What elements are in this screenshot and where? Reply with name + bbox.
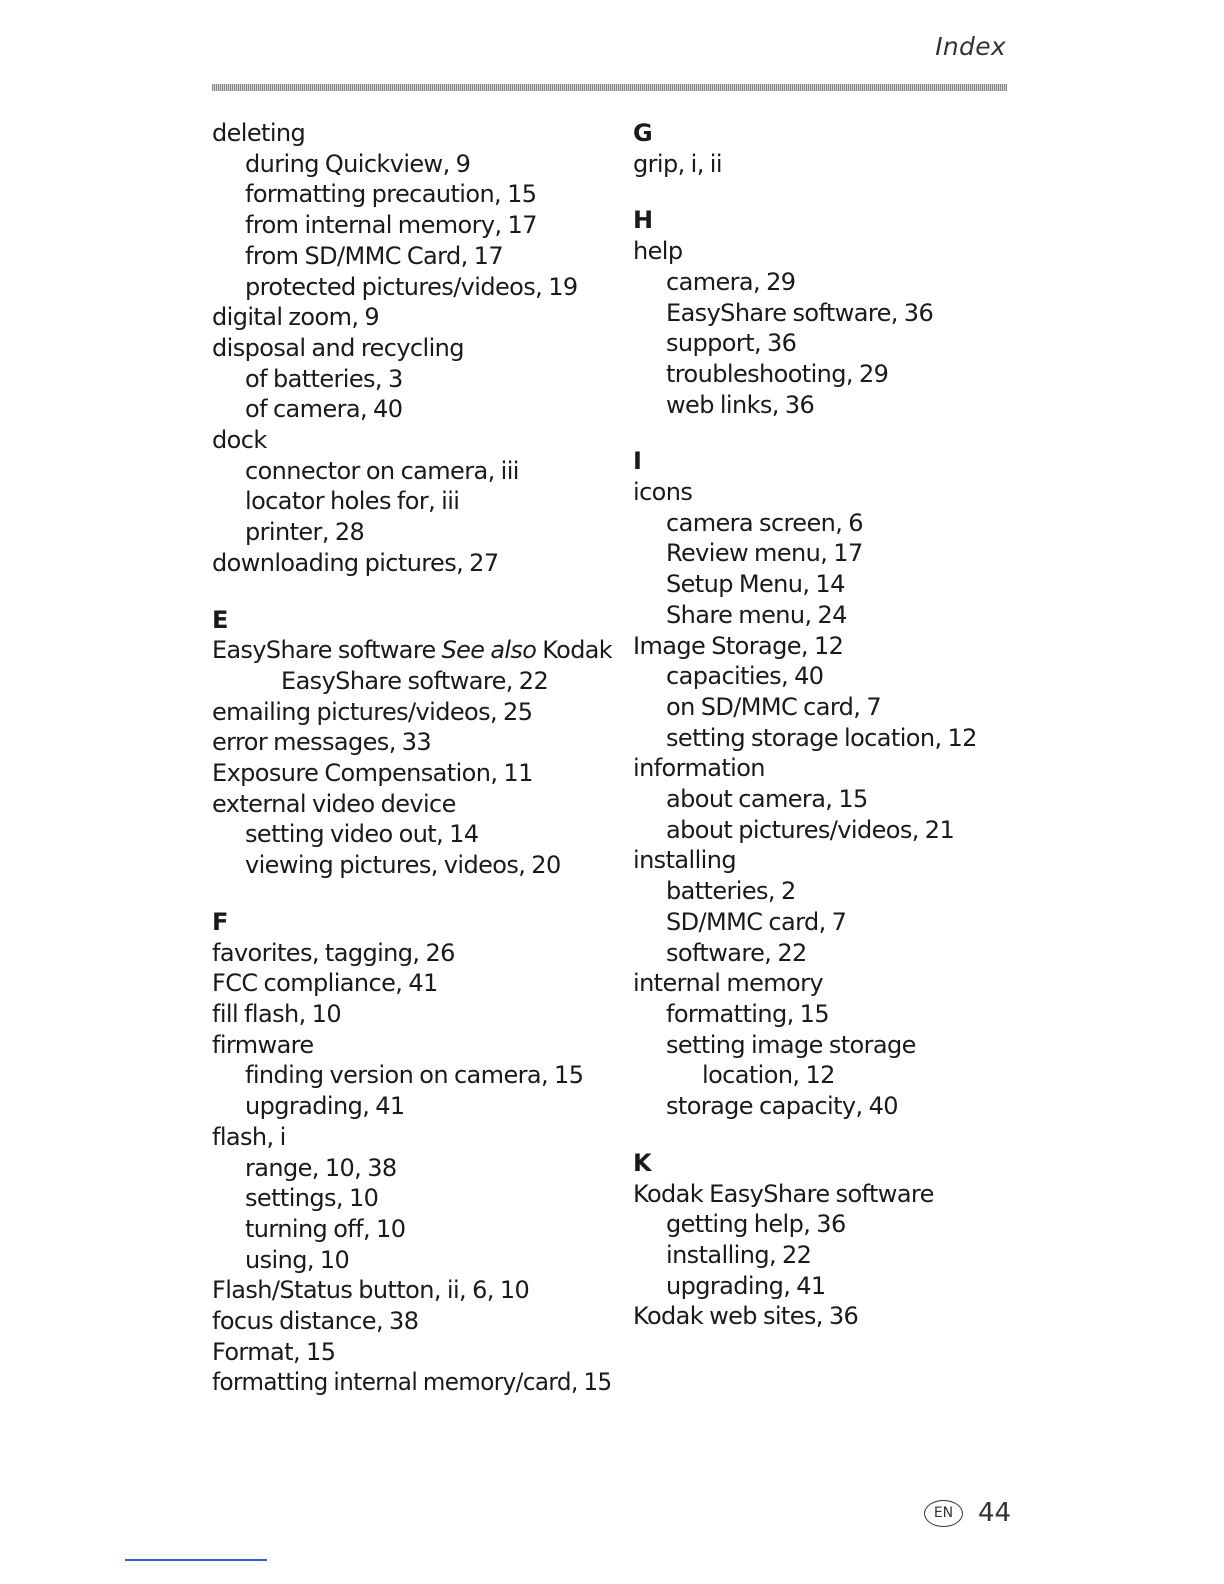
index-entry: flash, i <box>212 1122 286 1151</box>
index-subentry: camera, 29 <box>666 267 796 296</box>
index-entry: Kodak web sites, 36 <box>633 1302 859 1331</box>
index-entry: digital zoom, 9 <box>212 303 380 332</box>
page-number: 44 <box>978 1498 1012 1528</box>
index-subentry: turning off, 10 <box>245 1214 406 1243</box>
header-rule <box>212 84 1007 91</box>
index-entry-text: Kodak <box>536 636 613 665</box>
index-entry: information <box>633 754 765 783</box>
index-entry: downloading pictures, 27 <box>212 548 499 577</box>
index-section-letter: H <box>633 206 654 235</box>
index-subentry: of camera, 40 <box>245 395 403 424</box>
index-entry: internal memory <box>633 969 823 998</box>
index-subentry: batteries, 2 <box>666 877 796 906</box>
index-subentry: formatting, 15 <box>666 999 829 1028</box>
index-entry: Image Storage, 12 <box>633 631 844 660</box>
index-entry: emailing pictures/videos, 25 <box>212 697 533 726</box>
index-subentry: location, 12 <box>702 1061 835 1090</box>
index-subentry: on SD/MMC card, 7 <box>666 692 882 721</box>
index-subentry: SD/MMC card, 7 <box>666 907 847 936</box>
index-subentry: support, 36 <box>666 329 797 358</box>
section-spacer <box>633 420 1033 446</box>
index-subentry: locator holes for, iii <box>245 487 460 516</box>
index-subentry: range, 10, 38 <box>245 1153 397 1182</box>
index-subentry: EasyShare software, 22 <box>281 666 549 695</box>
index-subentry: from SD/MMC Card, 17 <box>245 241 504 270</box>
index-subentry: web links, 36 <box>666 390 815 419</box>
index-subentry: storage capacity, 40 <box>666 1092 898 1121</box>
index-section-letter: F <box>212 907 229 936</box>
index-section-letter: K <box>633 1148 652 1177</box>
index-subentry: about pictures/videos, 21 <box>666 815 955 844</box>
index-section-letter: I <box>633 447 642 476</box>
index-entry: disposal and recycling <box>212 333 464 362</box>
index-entry <box>212 635 613 666</box>
index-entry: firmware <box>212 1030 314 1059</box>
index-subentry: upgrading, 41 <box>666 1271 826 1300</box>
index-subentry: formatting precaution, 15 <box>245 180 537 209</box>
index-subentry: protected pictures/videos, 19 <box>245 272 578 301</box>
index-entry: error messages, 33 <box>212 728 432 757</box>
page-footer <box>924 1496 1011 1530</box>
index-subentry: settings, 10 <box>245 1184 379 1213</box>
index-subentry: software, 22 <box>666 938 807 967</box>
index-subentry: during Quickview, 9 <box>245 149 471 178</box>
index-entry: Exposure Compensation, 11 <box>212 759 533 788</box>
index-entry: Kodak EasyShare software <box>633 1179 934 1208</box>
index-entry: grip, i, ii <box>633 149 722 178</box>
index-subentry: upgrading, 41 <box>245 1092 405 1121</box>
index-entry-text: EasyShare software <box>212 636 442 665</box>
index-entry: help <box>633 237 683 266</box>
index-section-letter: G <box>633 119 653 147</box>
index-subentry: EasyShare software, 36 <box>666 298 934 327</box>
index-subentry: about camera, 15 <box>666 785 868 814</box>
index-subentry: capacities, 40 <box>666 662 824 691</box>
language-badge-icon: EN <box>924 1500 963 1527</box>
running-header-title: Index <box>935 32 1006 61</box>
section-spacer <box>633 1122 1033 1148</box>
index-subentry: camera screen, 6 <box>666 508 863 537</box>
section-spacer <box>633 179 1033 205</box>
index-column-left <box>212 118 612 1398</box>
index-entry: formatting internal memory/card, 15 <box>212 1368 612 1397</box>
index-subentry: setting storage location, 12 <box>666 723 977 752</box>
index-subentry: Setup Menu, 14 <box>666 570 845 599</box>
index-subentry: getting help, 36 <box>666 1210 846 1239</box>
index-subentry: from internal memory, 17 <box>245 211 537 240</box>
index-entry: Format, 15 <box>212 1337 336 1366</box>
index-entry: FCC compliance, 41 <box>212 969 438 998</box>
index-entry: icons <box>633 478 693 507</box>
section-spacer <box>212 881 612 907</box>
bottom-edge-line <box>125 1559 267 1561</box>
index-entry: deleting <box>212 119 306 147</box>
index-subentry: setting video out, 14 <box>245 820 479 849</box>
see-also-reference: See also <box>441 636 537 665</box>
index-entry: favorites, tagging, 26 <box>212 938 455 967</box>
index-entry: focus distance, 38 <box>212 1307 419 1336</box>
index-entry: fill flash, 10 <box>212 999 342 1028</box>
index-subentry: setting image storage <box>666 1030 916 1059</box>
index-subentry: viewing pictures, videos, 20 <box>245 851 561 880</box>
index-subentry: printer, 28 <box>245 518 365 547</box>
index-entry: Flash/Status button, ii, 6, 10 <box>212 1276 530 1305</box>
index-entry: installing <box>633 846 736 875</box>
index-entry: external video device <box>212 789 456 818</box>
index-subentry: Share menu, 24 <box>666 600 847 629</box>
index-section-letter: E <box>212 605 229 634</box>
index-subentry: Review menu, 17 <box>666 539 863 568</box>
index-subentry: troubleshooting, 29 <box>666 359 889 388</box>
index-subentry: connector on camera, iii <box>245 456 519 485</box>
index-subentry: of batteries, 3 <box>245 364 403 393</box>
index-subentry: installing, 22 <box>666 1240 812 1269</box>
index-subentry: finding version on camera, 15 <box>245 1061 584 1090</box>
section-spacer <box>212 579 612 605</box>
index-entry: dock <box>212 426 267 455</box>
index-column-right <box>633 118 1033 1332</box>
index-subentry: using, 10 <box>245 1245 350 1274</box>
